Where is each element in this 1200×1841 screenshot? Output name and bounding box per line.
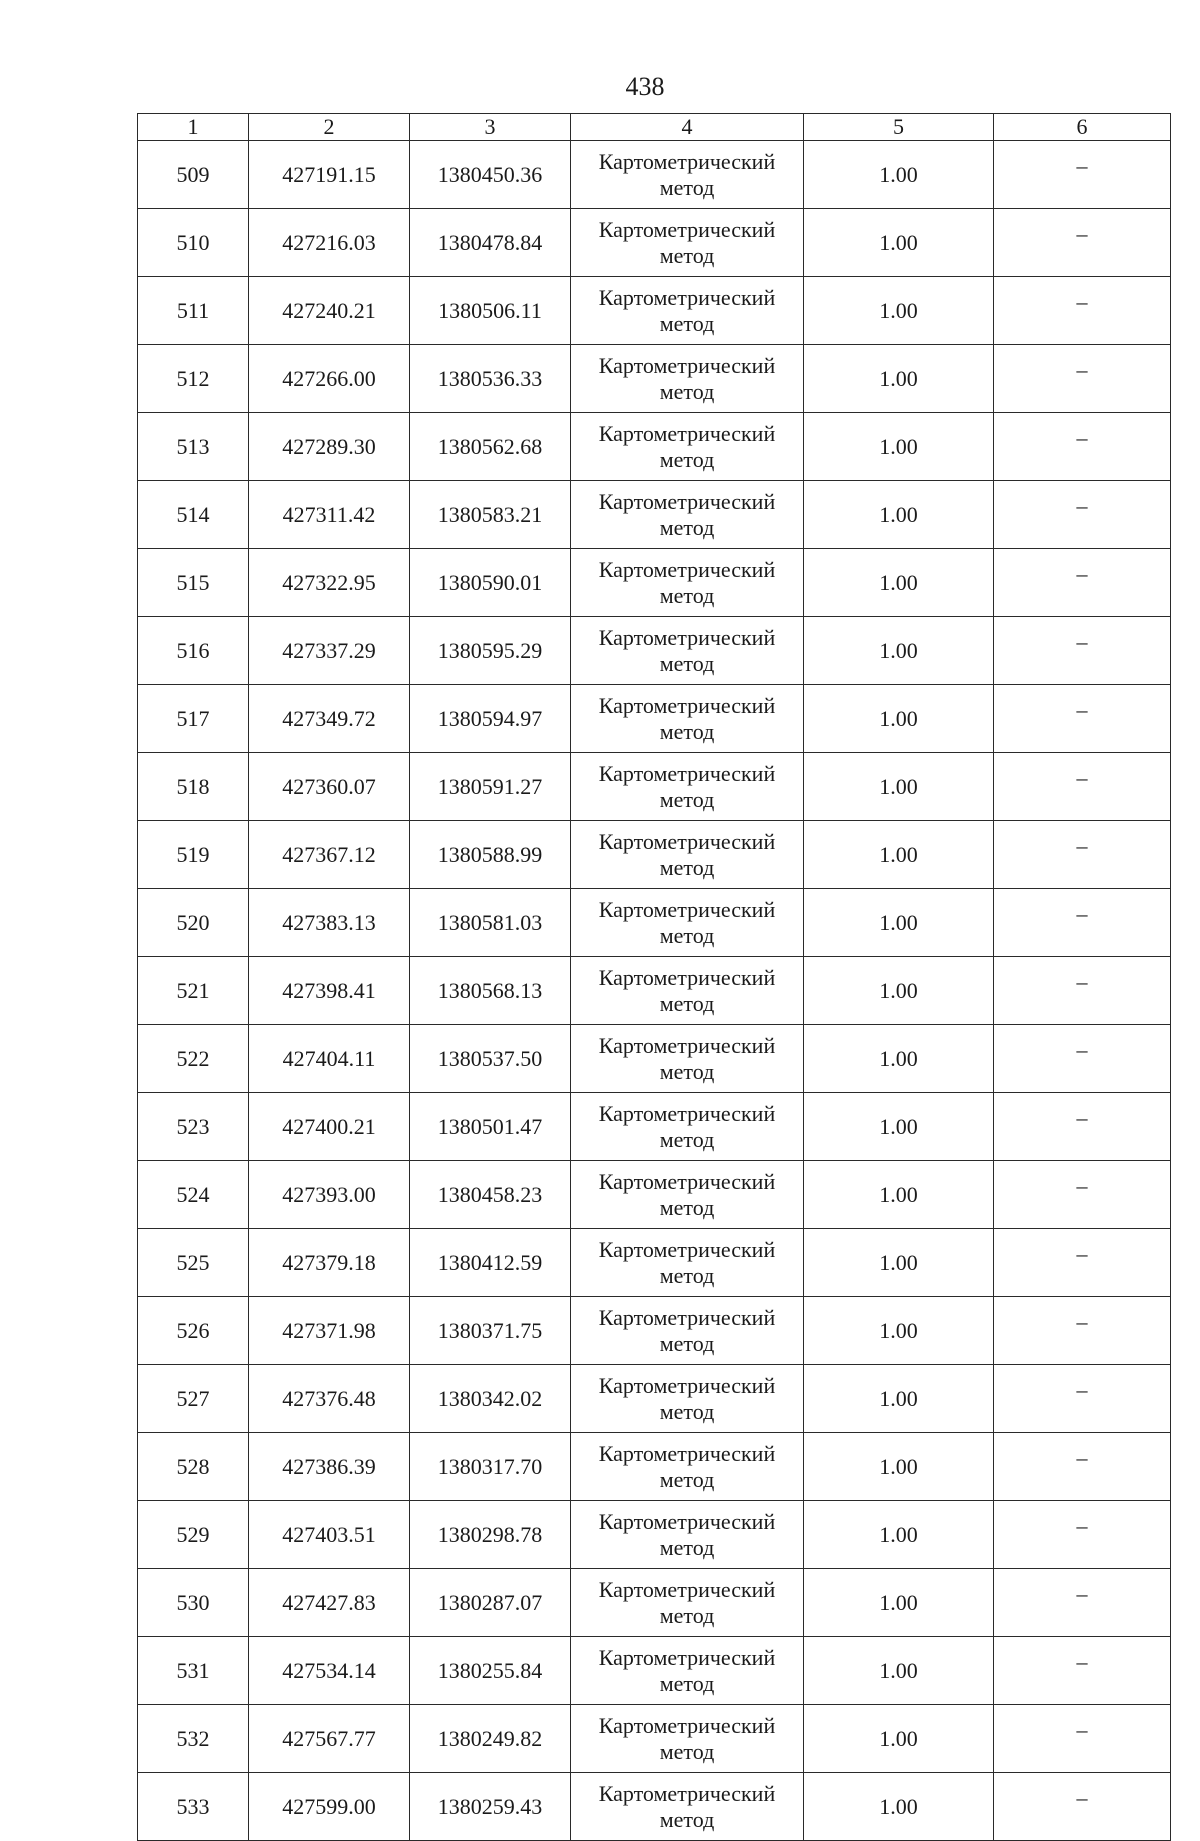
header-row [138,114,1171,141]
table-row [138,481,1171,549]
point-number-cell: 510 [138,209,249,277]
y-coordinate-cell: 1380501.47 [410,1093,571,1161]
method-line-2: метод [659,582,715,608]
method-line-1: Картометрический [598,1508,776,1534]
y-coordinate-cell: 1380562.68 [410,413,571,481]
method-cell [571,1773,804,1841]
table-row [138,1569,1171,1637]
point-number-cell: 527 [138,1365,249,1433]
method-line-1: Картометрический [598,556,776,582]
method-cell [571,1433,804,1501]
y-coordinate-cell: 1380588.99 [410,821,571,889]
accuracy-cell: 1.00 [804,821,994,889]
method-line-2: метод [659,310,715,336]
method-line-2: метод [659,1330,715,1356]
method-cell [571,1161,804,1229]
x-coordinate-cell: 427400.21 [249,1093,410,1161]
method-cell [571,481,804,549]
y-coordinate-cell: 1380537.50 [410,1025,571,1093]
y-coordinate-cell: 1380317.70 [410,1433,571,1501]
method-line-2: метод [659,1194,715,1220]
y-coordinate-cell: 1380298.78 [410,1501,571,1569]
x-coordinate-cell: 427240.21 [249,277,410,345]
method-line-2: метод [659,1262,715,1288]
y-coordinate-cell: 1380259.43 [410,1773,571,1841]
x-coordinate-cell: 427386.39 [249,1433,410,1501]
y-coordinate-cell: 1380591.27 [410,753,571,821]
method-line-2: метод [659,242,715,268]
point-number-cell: 512 [138,345,249,413]
method-line-2: метод [659,1806,715,1832]
x-coordinate-cell: 427266.00 [249,345,410,413]
table-row [138,141,1171,209]
method-cell [571,209,804,277]
method-line-2: метод [659,1466,715,1492]
x-coordinate-cell: 427567.77 [249,1705,410,1773]
note-cell: – [994,413,1171,481]
x-coordinate-cell: 427360.07 [249,753,410,821]
point-number-cell: 524 [138,1161,249,1229]
method-line-1: Картометрический [598,420,776,446]
method-line-1: Картометрический [598,216,776,242]
accuracy-cell: 1.00 [804,345,994,413]
method-cell [571,549,804,617]
table-row [138,209,1171,277]
method-line-1: Картометрический [598,692,776,718]
accuracy-cell: 1.00 [804,413,994,481]
method-line-1: Картометрический [598,828,776,854]
table-row [138,821,1171,889]
method-line-2: метод [659,990,715,1016]
note-cell: – [994,1773,1171,1841]
table-row [138,549,1171,617]
method-cell [571,889,804,957]
accuracy-cell: 1.00 [804,957,994,1025]
accuracy-cell: 1.00 [804,141,994,209]
table-row [138,1229,1171,1297]
accuracy-cell: 1.00 [804,889,994,957]
accuracy-cell: 1.00 [804,685,994,753]
accuracy-cell: 1.00 [804,1773,994,1841]
table-row [138,1637,1171,1705]
method-line-1: Картометрический [598,1032,776,1058]
method-line-2: метод [659,922,715,948]
method-line-1: Картометрический [598,1712,776,1738]
y-coordinate-cell: 1380581.03 [410,889,571,957]
method-line-1: Картометрический [598,352,776,378]
x-coordinate-cell: 427383.13 [249,889,410,957]
coordinates-table [137,113,1171,1841]
table-row [138,1161,1171,1229]
x-coordinate-cell: 427337.29 [249,617,410,685]
method-cell [571,617,804,685]
y-coordinate-cell: 1380594.97 [410,685,571,753]
x-coordinate-cell: 427534.14 [249,1637,410,1705]
y-coordinate-cell: 1380458.23 [410,1161,571,1229]
method-cell [571,413,804,481]
method-line-2: метод [659,1534,715,1560]
column-header-4: 4 [571,114,804,141]
method-line-2: метод [659,1670,715,1696]
method-line-2: метод [659,854,715,880]
accuracy-cell: 1.00 [804,277,994,345]
method-line-1: Картометрический [598,488,776,514]
y-coordinate-cell: 1380506.11 [410,277,571,345]
note-cell: – [994,1025,1171,1093]
column-header-2: 2 [249,114,410,141]
method-line-2: метод [659,446,715,472]
x-coordinate-cell: 427393.00 [249,1161,410,1229]
point-number-cell: 521 [138,957,249,1025]
point-number-cell: 533 [138,1773,249,1841]
note-cell: – [994,1501,1171,1569]
table-body [138,141,1171,1841]
y-coordinate-cell: 1380583.21 [410,481,571,549]
note-cell: – [994,141,1171,209]
method-line-2: метод [659,514,715,540]
x-coordinate-cell: 427403.51 [249,1501,410,1569]
table-row [138,1433,1171,1501]
point-number-cell: 513 [138,413,249,481]
y-coordinate-cell: 1380371.75 [410,1297,571,1365]
x-coordinate-cell: 427216.03 [249,209,410,277]
method-cell [571,821,804,889]
note-cell: – [994,1705,1171,1773]
x-coordinate-cell: 427599.00 [249,1773,410,1841]
point-number-cell: 528 [138,1433,249,1501]
x-coordinate-cell: 427311.42 [249,481,410,549]
point-number-cell: 509 [138,141,249,209]
table-row [138,957,1171,1025]
method-cell [571,685,804,753]
table-row [138,1773,1171,1841]
method-line-2: метод [659,718,715,744]
x-coordinate-cell: 427367.12 [249,821,410,889]
note-cell: – [994,1229,1171,1297]
method-cell [571,1569,804,1637]
note-cell: – [994,1569,1171,1637]
method-cell [571,1501,804,1569]
table-row [138,1297,1171,1365]
point-number-cell: 522 [138,1025,249,1093]
method-cell [571,345,804,413]
column-header-5: 5 [804,114,994,141]
y-coordinate-cell: 1380287.07 [410,1569,571,1637]
note-cell: – [994,1297,1171,1365]
table-row [138,413,1171,481]
method-line-1: Картометрический [598,896,776,922]
method-line-1: Картометрический [598,1440,776,1466]
table-header [138,114,1171,141]
column-header-1: 1 [138,114,249,141]
point-number-cell: 511 [138,277,249,345]
x-coordinate-cell: 427404.11 [249,1025,410,1093]
table-row [138,1705,1171,1773]
method-line-2: метод [659,650,715,676]
method-cell [571,277,804,345]
accuracy-cell: 1.00 [804,617,994,685]
method-cell [571,1093,804,1161]
x-coordinate-cell: 427379.18 [249,1229,410,1297]
method-line-1: Картометрический [598,1372,776,1398]
point-number-cell: 520 [138,889,249,957]
accuracy-cell: 1.00 [804,1501,994,1569]
x-coordinate-cell: 427398.41 [249,957,410,1025]
point-number-cell: 519 [138,821,249,889]
table-row [138,1501,1171,1569]
note-cell: – [994,821,1171,889]
note-cell: – [994,209,1171,277]
page-number: 438 [625,72,665,101]
y-coordinate-cell: 1380255.84 [410,1637,571,1705]
y-coordinate-cell: 1380536.33 [410,345,571,413]
column-header-6: 6 [994,114,1171,141]
method-line-2: метод [659,1602,715,1628]
y-coordinate-cell: 1380568.13 [410,957,571,1025]
y-coordinate-cell: 1380595.29 [410,617,571,685]
accuracy-cell: 1.00 [804,209,994,277]
method-line-1: Картометрический [598,284,776,310]
method-line-1: Картометрический [598,1780,776,1806]
point-number-cell: 523 [138,1093,249,1161]
method-line-1: Картометрический [598,964,776,990]
note-cell: – [994,753,1171,821]
point-number-cell: 529 [138,1501,249,1569]
point-number-cell: 530 [138,1569,249,1637]
accuracy-cell: 1.00 [804,1093,994,1161]
method-line-1: Картометрический [598,1576,776,1602]
accuracy-cell: 1.00 [804,1297,994,1365]
note-cell: – [994,889,1171,957]
note-cell: – [994,1161,1171,1229]
accuracy-cell: 1.00 [804,1705,994,1773]
method-cell [571,1637,804,1705]
method-line-2: метод [659,1058,715,1084]
note-cell: – [994,345,1171,413]
method-line-1: Картометрический [598,1304,776,1330]
method-line-1: Картометрический [598,760,776,786]
method-line-1: Картометрический [598,1100,776,1126]
table-row [138,1365,1171,1433]
y-coordinate-cell: 1380590.01 [410,549,571,617]
x-coordinate-cell: 427191.15 [249,141,410,209]
method-line-1: Картометрический [598,1168,776,1194]
y-coordinate-cell: 1380412.59 [410,1229,571,1297]
note-cell: – [994,481,1171,549]
column-header-3: 3 [410,114,571,141]
accuracy-cell: 1.00 [804,481,994,549]
y-coordinate-cell: 1380450.36 [410,141,571,209]
point-number-cell: 526 [138,1297,249,1365]
point-number-cell: 515 [138,549,249,617]
point-number-cell: 531 [138,1637,249,1705]
point-number-cell: 518 [138,753,249,821]
method-line-2: метод [659,786,715,812]
note-cell: – [994,685,1171,753]
note-cell: – [994,1093,1171,1161]
method-line-2: метод [659,1738,715,1764]
accuracy-cell: 1.00 [804,1365,994,1433]
y-coordinate-cell: 1380478.84 [410,209,571,277]
note-cell: – [994,549,1171,617]
method-line-2: метод [659,378,715,404]
x-coordinate-cell: 427376.48 [249,1365,410,1433]
x-coordinate-cell: 427427.83 [249,1569,410,1637]
method-line-1: Картометрический [598,1644,776,1670]
x-coordinate-cell: 427322.95 [249,549,410,617]
x-coordinate-cell: 427371.98 [249,1297,410,1365]
x-coordinate-cell: 427289.30 [249,413,410,481]
table-row [138,1025,1171,1093]
method-line-2: метод [659,1126,715,1152]
table-row [138,889,1171,957]
accuracy-cell: 1.00 [804,1637,994,1705]
method-cell [571,1365,804,1433]
method-cell [571,1025,804,1093]
method-line-1: Картометрический [598,1236,776,1262]
method-cell [571,1229,804,1297]
point-number-cell: 517 [138,685,249,753]
accuracy-cell: 1.00 [804,1433,994,1501]
note-cell: – [994,277,1171,345]
note-cell: – [994,617,1171,685]
method-cell [571,957,804,1025]
note-cell: – [994,1365,1171,1433]
accuracy-cell: 1.00 [804,1161,994,1229]
method-line-2: метод [659,1398,715,1424]
accuracy-cell: 1.00 [804,549,994,617]
accuracy-cell: 1.00 [804,1025,994,1093]
method-line-1: Картометрический [598,148,776,174]
point-number-cell: 514 [138,481,249,549]
point-number-cell: 525 [138,1229,249,1297]
method-line-2: метод [659,174,715,200]
table-row [138,685,1171,753]
method-cell [571,753,804,821]
method-line-1: Картометрический [598,624,776,650]
method-cell [571,141,804,209]
table-row [138,345,1171,413]
note-cell: – [994,1433,1171,1501]
y-coordinate-cell: 1380249.82 [410,1705,571,1773]
table-row [138,1093,1171,1161]
table-row [138,617,1171,685]
note-cell: – [994,957,1171,1025]
x-coordinate-cell: 427349.72 [249,685,410,753]
accuracy-cell: 1.00 [804,1229,994,1297]
table-row [138,277,1171,345]
method-cell [571,1297,804,1365]
accuracy-cell: 1.00 [804,753,994,821]
point-number-cell: 532 [138,1705,249,1773]
table-row [138,753,1171,821]
note-cell: – [994,1637,1171,1705]
method-cell [571,1705,804,1773]
accuracy-cell: 1.00 [804,1569,994,1637]
y-coordinate-cell: 1380342.02 [410,1365,571,1433]
point-number-cell: 516 [138,617,249,685]
